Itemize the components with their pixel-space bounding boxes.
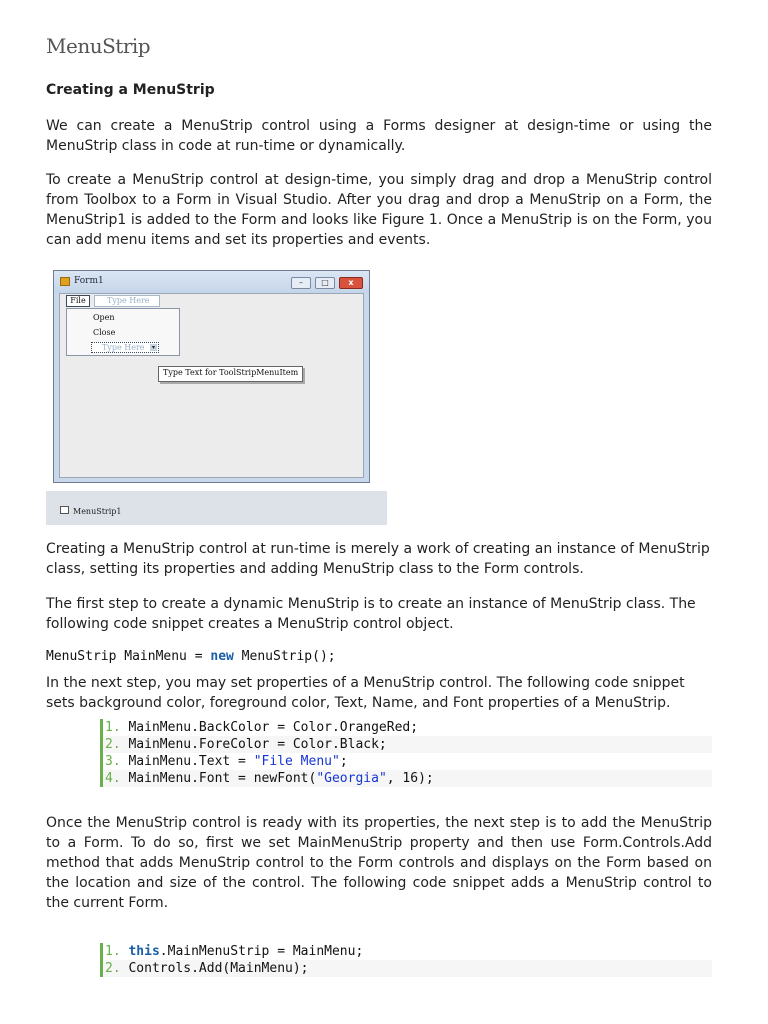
menustrip-icon	[60, 506, 69, 514]
dropdown-item-close: Close	[93, 328, 116, 337]
paragraph-add-to-form: Once the MenuStrip control is ready with its properties, the next step is to add the MenuStrip to a Form. To do so, first we set MainMenuStrip property and then use Form.Controls.Add method that adds MenuStrip control to the Form controls and displays on the Form based on the location and size of the control. The following code snippet adds a MenuStrip control to the current Form.	[46, 815, 712, 911]
code-text: MainMenu.Text =	[120, 754, 254, 769]
dropdown-type-here-label: Type Here	[102, 343, 145, 352]
code-keyword: new	[210, 649, 234, 664]
menu-type-here: Type Here	[94, 295, 160, 307]
line-number: 2.	[105, 961, 121, 976]
code-text: , 16);	[386, 771, 434, 786]
code-line	[100, 736, 712, 753]
dropdown-arrow-icon: ▾	[151, 344, 155, 351]
line-number: 3.	[105, 754, 121, 769]
code-line	[100, 960, 712, 977]
code-line	[100, 719, 712, 736]
dropdown-item-open: Open	[93, 313, 115, 322]
component-tray	[46, 491, 387, 525]
section-heading: Creating a MenuStrip	[46, 82, 215, 98]
code-text: .MainMenuStrip = MainMenu;	[159, 944, 364, 959]
code-block-add-control	[100, 943, 712, 977]
paragraph-design-time: To create a MenuStrip control at design-time, you simply drag and drop a MenuStrip control from Toolbox to a Form in Visual Studio. After you drag and drop a MenuStrip on a Form, the MenuStrip1 is added to the Form and looks like Figure 1. Once a MenuStrip is on the Form, you can add menu items and set its properties and events.	[46, 172, 712, 248]
code-text: MainMenu.Font = newFont(	[120, 771, 317, 786]
code-text: ;	[339, 754, 348, 769]
line-number: 1.	[105, 720, 121, 735]
code-block-properties	[100, 719, 712, 787]
form-app-icon	[60, 277, 70, 286]
code-line	[100, 770, 712, 787]
code-text: MenuStrip();	[233, 649, 336, 664]
tooltip: Type Text for ToolStripMenuItem	[158, 366, 303, 382]
line-number: 1.	[105, 944, 121, 959]
code-line	[100, 943, 712, 960]
dropdown-type-here	[91, 342, 159, 353]
window-title: Form1	[74, 276, 104, 286]
window-titlebar	[54, 271, 369, 293]
code-text: Controls.Add(MainMenu);	[120, 961, 309, 976]
page-title: MenuStrip	[46, 34, 151, 58]
menu-strip	[60, 294, 363, 308]
form-client-area	[59, 293, 364, 478]
line-number: 2.	[105, 737, 121, 752]
paragraph-run-time: Creating a MenuStrip control at run-time is merely a work of creating an instance of MenuStrip class, setting its properties and adding MenuStrip class to the Form controls.	[46, 541, 710, 577]
file-dropdown	[66, 308, 180, 356]
paragraph-next-step: In the next step, you may set properties of a MenuStrip control. The following code snippet sets background color, foreground color, Text, Name, and Font properties of a MenuStrip.	[46, 675, 685, 711]
code-text: MainMenu.BackColor = Color.OrangeRed;	[120, 720, 419, 735]
code-string: "File Menu"	[253, 754, 340, 769]
menu-file: File	[66, 295, 90, 307]
line-number: 4.	[105, 771, 121, 786]
code-string: "Georgia"	[316, 771, 387, 786]
code-text: MenuStrip MainMenu =	[46, 649, 211, 664]
code-line	[100, 753, 712, 770]
code-keyword: this	[128, 944, 160, 959]
form-designer-figure	[53, 270, 370, 483]
tray-label: MenuStrip1	[73, 507, 122, 516]
code-text: MainMenu.ForeColor = Color.Black;	[120, 737, 387, 752]
code-create-instance	[46, 649, 336, 664]
maximize-icon: □	[315, 277, 335, 289]
close-icon: x	[339, 277, 363, 289]
paragraph-first-step: The first step to create a dynamic MenuStrip is to create an instance of MenuStrip class. The following code snippet creates a MenuStrip control object.	[46, 596, 696, 632]
paragraph-intro: We can create a MenuStrip control using a Forms designer at design-time or using the MenuStrip class in code at run-time or dynamically.	[46, 118, 712, 154]
minimize-icon: –	[291, 277, 311, 289]
